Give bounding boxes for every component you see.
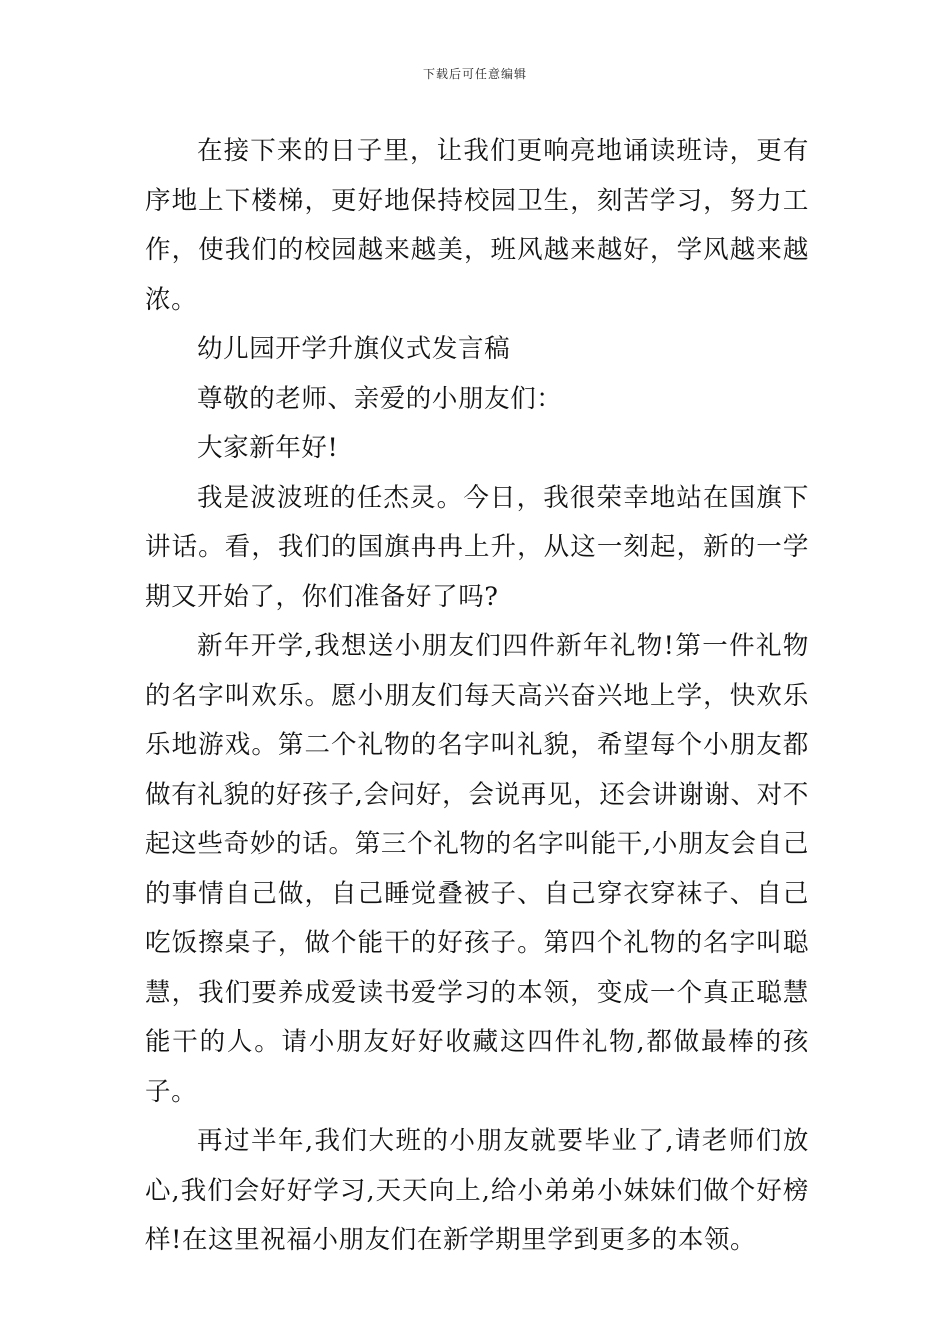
paragraph-four-gifts: 新年开学,我想送小朋友们四件新年礼物!第一件礼物的名字叫欢乐。愿小朋友们每天高兴奋兴地上学，快欢乐乐地游戏。第二个礼物的名字叫礼貌，希望每个小朋友都做有礼貌的好孩子,会问好，会说再见，还会讲谢谢、对不起这些奇妙的话。第三个礼物的名字叫能干,小朋友会自己的事情自己做，自己睡觉叠被子、自己穿衣穿袜子、自己吃饭擦桌子，做个能干的好孩子。第四个礼物的名字叫聪慧，我们要养成爱读书爱学习的本领，变成一个真正聪慧能干的人。请小朋友好好收藏这四件礼物,都做最棒的孩子。 — [145, 631, 809, 1107]
greeting: 大家新年好! — [197, 433, 339, 463]
paragraph-introduction: 我是波波班的任杰灵。今日，我很荣幸地站在国旗下讲话。看，我们的国旗冉冉上升，从这一刻起，新的一学期又开始了，你们准备好了吗? — [145, 482, 809, 612]
paragraph-closing-wishes: 在接下来的日子里，让我们更响亮地诵读班诗，更有序地上下楼梯，更好地保持校园卫生，刻苦学习，努力工作，使我们的校园越来越美，班风越来越好，学风越来越浓。 — [145, 136, 809, 315]
speech-title: 幼儿园开学升旗仪式发言稿 — [197, 334, 511, 364]
document-body — [145, 127, 809, 1266]
paragraph-graduation: 再过半年,我们大班的小朋友就要毕业了,请老师们放心,我们会好好学习,天天向上,给小弟弟小妹妹们做个好榜样!在这里祝福小朋友们在新学期里学到更多的本领。 — [145, 1126, 809, 1255]
salutation: 尊敬的老师、亲爱的小朋友们： — [197, 383, 563, 414]
page-header-note: 下载后可任意编辑 — [422, 67, 527, 81]
